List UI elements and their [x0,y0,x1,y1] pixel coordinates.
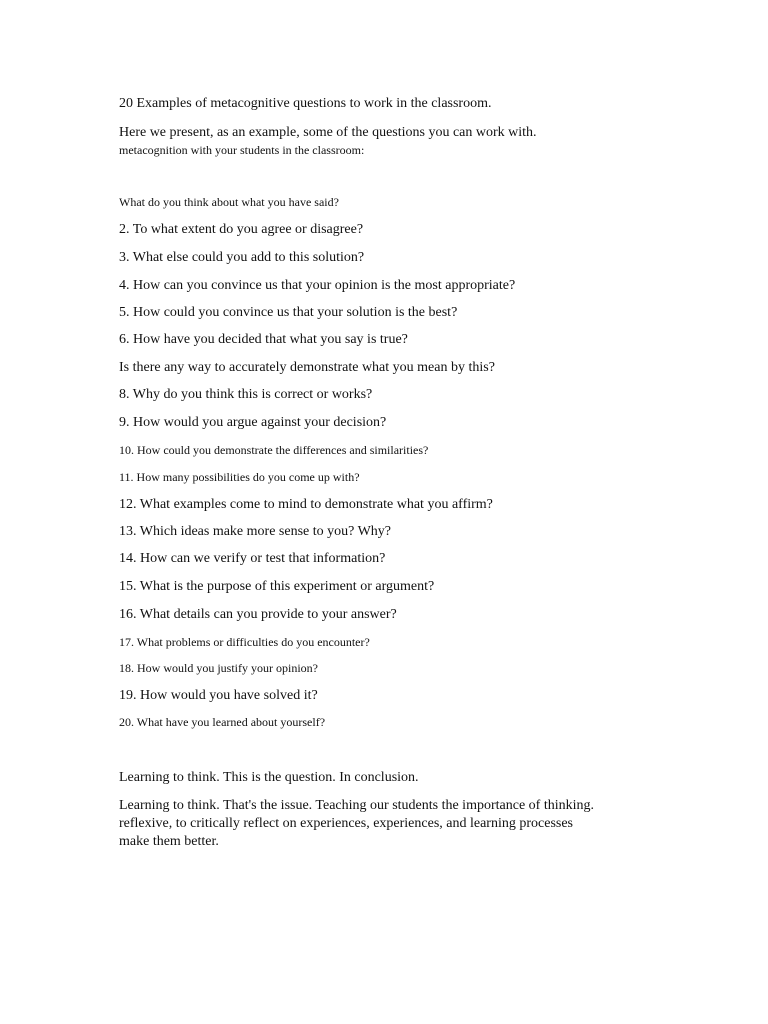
question-item: 19. How would you have solved it? [119,688,318,703]
question-item: 17. What problems or difficulties do you encounter? [119,635,370,649]
question-item: 3. What else could you add to this solution? [119,250,365,265]
intro-line-1: Here we present, as an example, some of the questions you can work with. [119,125,537,140]
question-item: 18. How would you justify your opinion? [119,661,318,675]
intro-line-2: metacognition with your students in the classroom: [119,143,365,157]
document-title: 20 Examples of metacognitive questions to work in the classroom. [119,96,492,111]
question-item: 2. To what extent do you agree or disagree? [119,222,364,237]
question-item: 14. How can we verify or test that information? [119,551,386,566]
question-item: 13. Which ideas make more sense to you? Why? [119,524,392,539]
question-item: 6. How have you decided that what you say is true? [119,332,408,347]
question-item: 9. How would you argue against your decision? [119,415,387,430]
question-item: 10. How could you demonstrate the differences and similarities? [119,443,429,457]
question-item: 16. What details can you provide to your answer? [119,607,397,622]
question-item: Is there any way to accurately demonstrate what you mean by this? [119,360,495,375]
question-item: 15. What is the purpose of this experiment or argument? [119,579,435,594]
question-item: 4. How can you convince us that your opinion is the most appropriate? [119,278,516,293]
conclusion-heading: Learning to think. This is the question. In conclusion. [119,770,419,785]
question-item: What do you think about what you have said? [119,195,339,209]
question-item: 11. How many possibilities do you come up with? [119,470,360,484]
conclusion-line-3: make them better. [119,834,219,849]
conclusion-line-2: reflexive, to critically reflect on experiences, experiences, and learning processes [119,816,574,831]
conclusion-line-1: Learning to think. That's the issue. Teaching our students the importance of thinking. [119,798,594,813]
question-item: 12. What examples come to mind to demonstrate what you affirm? [119,497,493,512]
question-item: 5. How could you convince us that your solution is the best? [119,305,458,320]
question-item: 8. Why do you think this is correct or works? [119,387,373,402]
question-item: 20. What have you learned about yourself? [119,715,326,729]
